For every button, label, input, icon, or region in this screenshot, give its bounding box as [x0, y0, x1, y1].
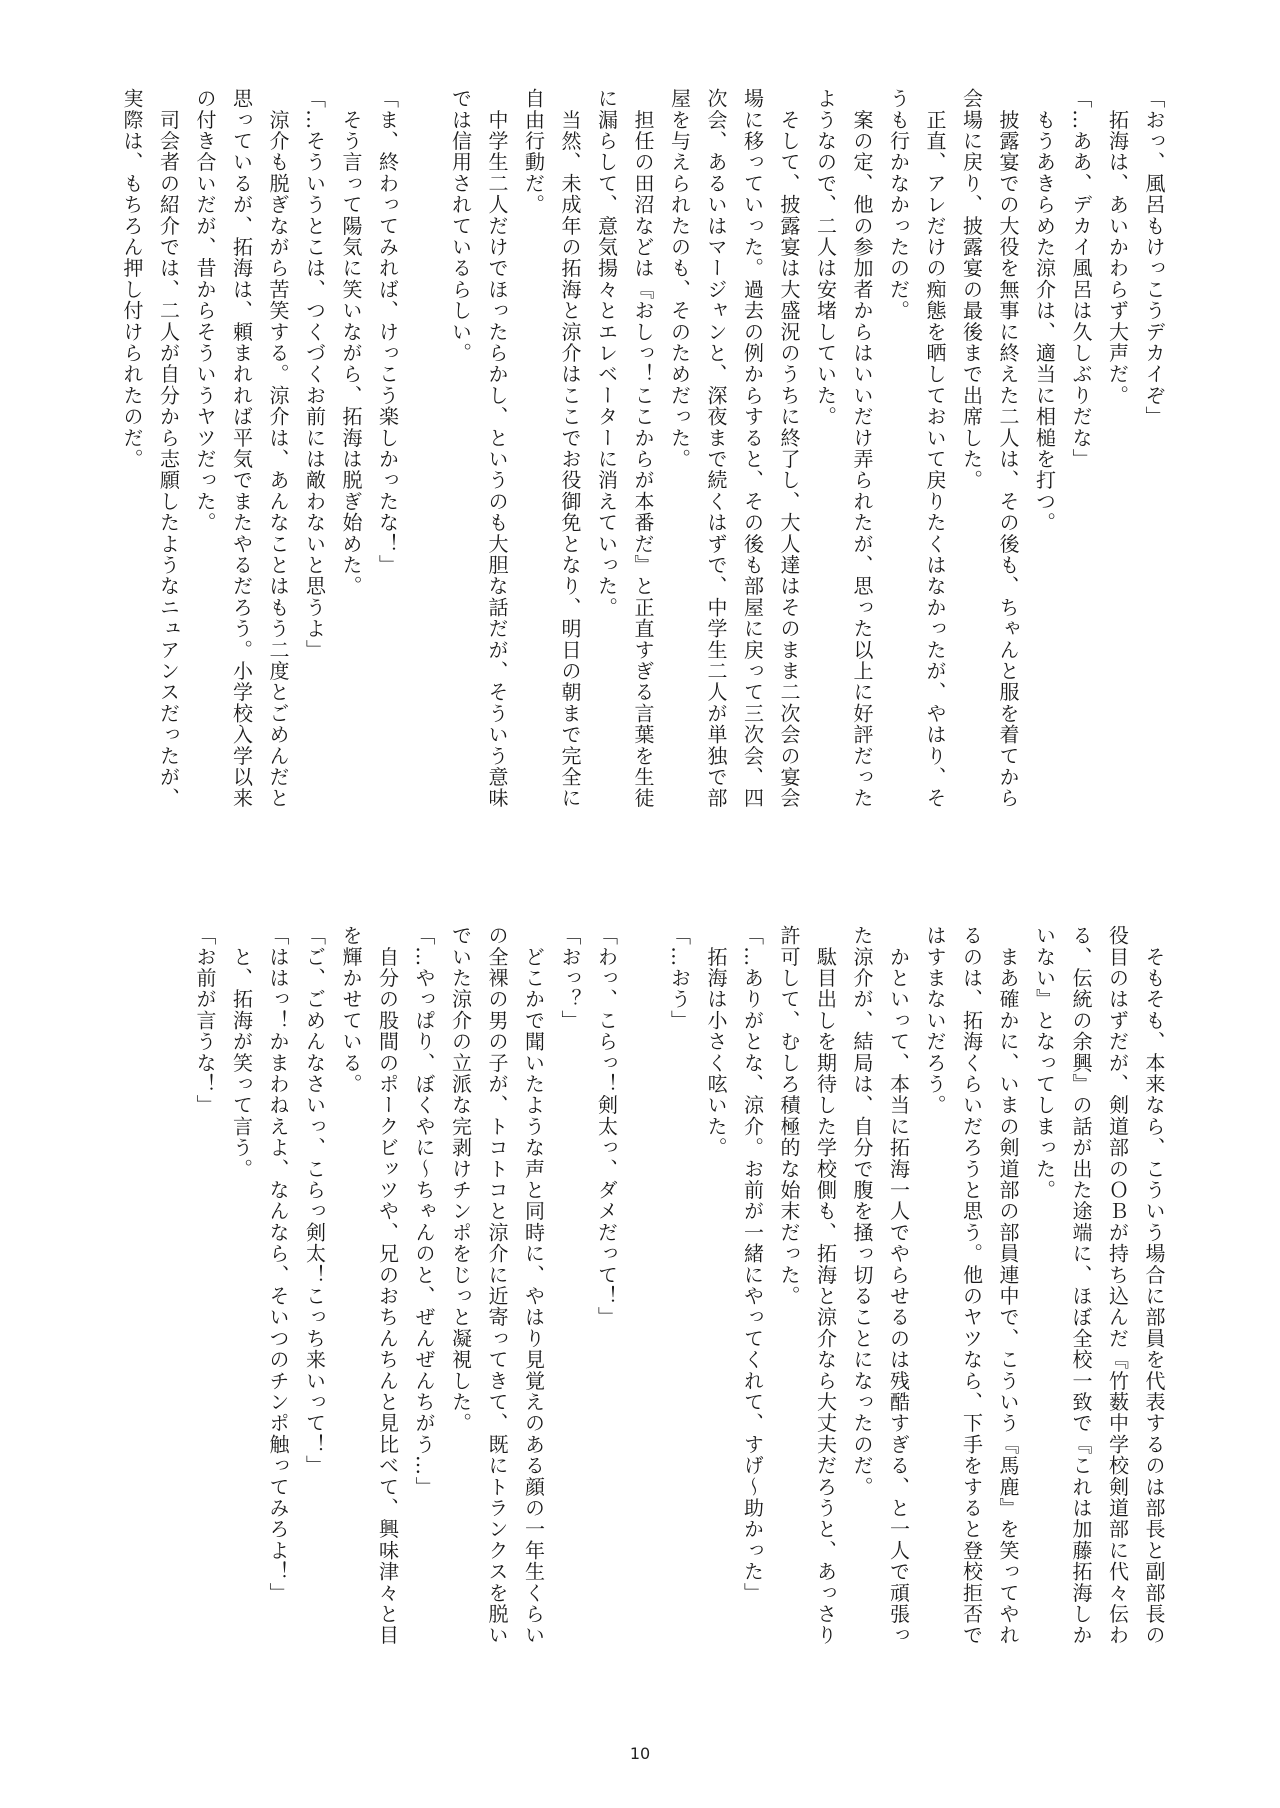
text-line: る、伝統の余興』の話が出た途端に、ほぼ全校一致で『これは加藤拓海しか	[1069, 925, 1093, 1646]
text-line: 「…ありがとな、涼介。お前が一緒にやってくれて、すげ～助かった」	[740, 925, 765, 1604]
text-line: 正直、アレだけの痴態を晒しておいて戻りたくはなかったが、やはり、そ	[923, 88, 947, 809]
text-line: ようなので、二人は安堵していた。	[813, 88, 838, 428]
text-line: 「おっ？」	[558, 925, 582, 1031]
text-line: そして、披露宴は大盛況のうちに終了し、大人達はそのまま二次会の宴会	[777, 88, 801, 809]
text-line: 屋を与えられたのも、そのためだった。	[667, 88, 692, 470]
text-line: 実際は、もちろん押し付けられたのだ。	[120, 88, 144, 470]
text-line: 拓海は小さく呟いた。	[704, 925, 728, 1159]
text-line: た涼介が、結局は、自分で腹を掻っ切ることになったのだ。	[850, 925, 874, 1498]
text-line	[406, 88, 443, 788]
upper-text-block	[120, 88, 1172, 809]
text-line: でいた涼介の立派な完剥けチンポをじっと凝視した。	[448, 925, 473, 1434]
text-line: 中学生二人だけでほったらかし、というのも大胆な話だが、そういう意味	[485, 88, 509, 809]
text-line: 「…ああ、デカイ風呂は久しぶりだな」	[1069, 88, 1093, 470]
text-line: 場に移っていった。過去の例からすると、その後も部屋に戻って三次会、四	[740, 88, 765, 809]
text-line: 駄目出しを期待した学校側も、拓海と涼介なら大丈夫だろうと、あっさり	[813, 925, 838, 1646]
text-line: 「ははっ！かまわねえよ、なんなら、そいつのチンポ触ってみろよ！」	[266, 925, 290, 1604]
text-line: どこかで聞いたような声と同時に、やはり見覚えのある顔の一年生くらい	[521, 925, 546, 1646]
text-line: 「わっ、こらっ！剣太っ、ダメだって！」	[594, 925, 619, 1328]
text-line: るのは、拓海くらいだろうと思う。他のヤツなら、下手をすると登校拒否で	[959, 925, 984, 1646]
text-line: の付き合いだが、昔からそういうヤツだった。	[193, 88, 217, 534]
text-line: 会場に戻り、披露宴の最後まで出席した。	[959, 88, 984, 491]
text-line: 「おっ、風呂もけっこうデカイぞ」	[1142, 88, 1166, 428]
text-line: 涼介も脱ぎながら苦笑する。涼介は、あんなことはもう二度とごめんだと	[266, 88, 290, 809]
text-line: うも行かなかったのだ。	[886, 88, 911, 322]
text-line: 自由行動だ。	[521, 88, 546, 216]
text-line: 役目のはずだが、剣道部のＯＢが持ち込んだ『竹薮中学校剣道部に代々伝わ	[1105, 925, 1130, 1646]
text-line: 「…やっぱり、ぼくやに～ちゃんのと、ぜんぜんちがう…」	[412, 925, 436, 1498]
text-line: 次会、あるいはマージャンと、深夜まで続くはずで、中学生二人が単独で部	[704, 88, 728, 809]
text-line: 当然、未成年の拓海と涼介はここでお役御免となり、明日の朝まで完全に	[558, 88, 582, 809]
text-line: 「…おう」	[667, 925, 692, 1031]
text-line: 「ご、ごめんなさいっ、こらっ剣太！こっち来いって！」	[302, 925, 327, 1477]
text-line: 司会者の紹介では、二人が自分から志願したようなニュアンスだったが、	[156, 88, 181, 809]
text-line: 拓海は、あいかわらず大声だ。	[1105, 88, 1130, 406]
text-line: を輝かせている。	[339, 925, 363, 1095]
lower-text-block	[172, 925, 1172, 1646]
text-line: 担任の田沼などは『おしっ！ここからが本番だ』と正直すぎる言葉を生徒	[631, 88, 655, 809]
text-line: 披露宴での大役を無事に終えた二人は、その後も、ちゃんと服を着てから	[996, 88, 1020, 809]
text-line: 「ま、終わってみれば、けっこう楽しかったな！」	[375, 88, 400, 576]
text-line: まあ確かに、いまの剣道部の部員連中で、こういう『馬鹿』を笑ってやれ	[996, 925, 1020, 1646]
text-line: もうあきらめた涼介は、適当に相槌を打つ。	[1032, 88, 1057, 534]
text-line: に漏らして、意気揚々とエレベーターに消えていった。	[594, 88, 619, 618]
text-line: の全裸の男の子が、トコトコと涼介に近寄ってきて、既にトランクスを脱い	[485, 925, 509, 1646]
text-line: 思っているが、拓海は、頼まれれば平気でまたやるだろう。小学校入学以来	[229, 88, 254, 809]
page-number: 10	[629, 1744, 651, 1763]
text-line: 案の定、他の参加者からはいいだけ弄られたが、思った以上に好評だった	[850, 88, 874, 809]
text-line	[625, 925, 662, 1625]
text-line: そもそも、本来なら、こういう場合に部員を代表するのは部長と副部長の	[1142, 925, 1166, 1646]
text-line: では信用されているらしい。	[448, 88, 473, 364]
text-line: 許可して、むしろ積極的な始末だった。	[777, 925, 801, 1307]
text-line: 自分の股間のポークビッツや、兄のおちんちんと見比べて、興味津々と目	[375, 925, 400, 1646]
text-line: いない』となってしまった。	[1032, 925, 1057, 1201]
text-line: はすまないだろう。	[923, 925, 947, 1116]
text-line: そう言って陽気に笑いながら、拓海は脱ぎ始めた。	[339, 88, 363, 597]
text-line: 「…そういうとこは、つくづくお前には敵わないと思うよ」	[302, 88, 327, 661]
text-line: かといって、本当に拓海一人でやらせるのは残酷すぎる、と一人で頑張っ	[886, 925, 911, 1646]
text-line: と、拓海が笑って言う。	[229, 925, 254, 1180]
text-line: 「お前が言うな！」	[193, 925, 217, 1116]
